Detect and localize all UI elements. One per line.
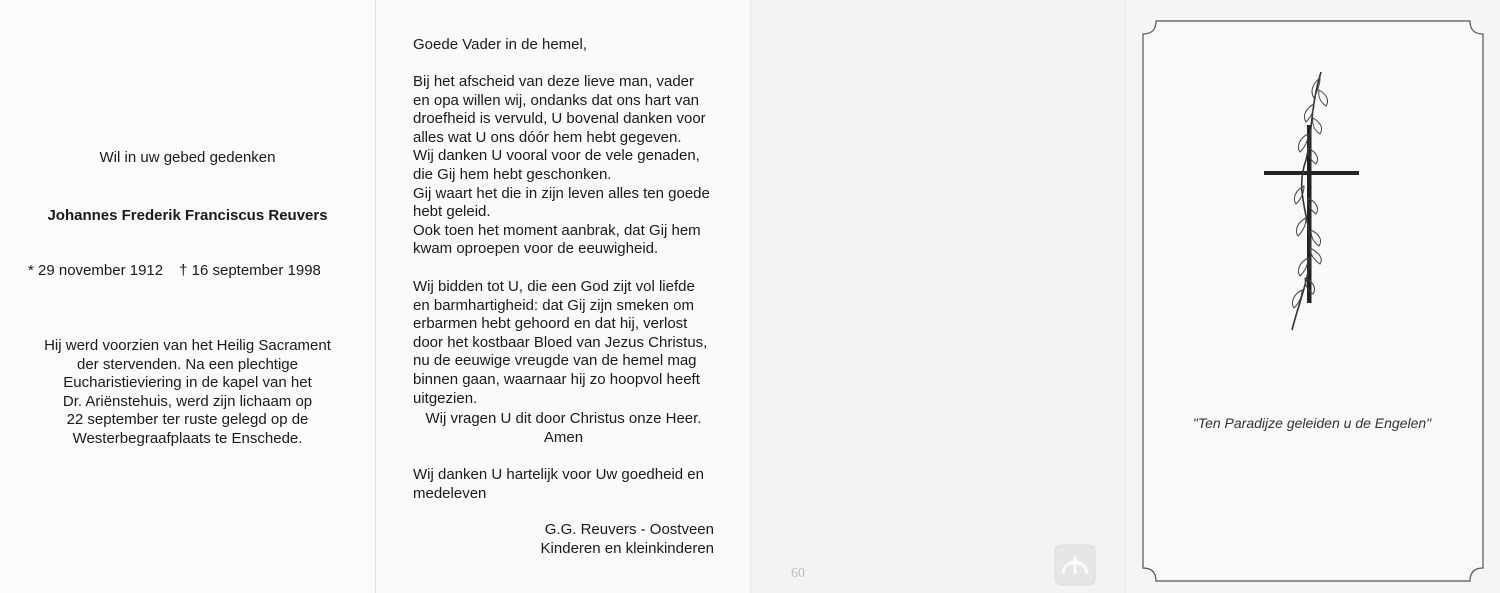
signature-block (541, 521, 714, 558)
intro-line: Wil in uw gebed gedenken (99, 149, 276, 166)
notice-line: der stervenden. Na een plechtige (77, 355, 298, 373)
deceased-name: Johannes Frederik Franciscus Reuvers (47, 207, 328, 224)
prayer-line: Bij het afscheid van deze lieve man, vader (413, 73, 694, 90)
prayer-paragraph-2 (413, 278, 716, 408)
notice-line: 22 september ter ruste gelegd op de (66, 411, 309, 428)
prayer-line: door het kostbaar Bloed van Jezus Christus, (413, 333, 708, 351)
prayer-line: die Gij hem hebt geschonken. (413, 165, 612, 183)
prayer-line: droefheid is vervuld, U bovenal danken voor (413, 110, 706, 128)
notice-line: Westerbegraafplaats te Enschede. (72, 429, 303, 447)
prayer-line: uitgezien. (413, 389, 478, 407)
prayer-line: hebt geleid. (413, 203, 491, 221)
prayer-line: binnen gaan, waarnaar hij zo hoopvol heeft (413, 370, 700, 388)
printer-logo-icon (1054, 544, 1096, 586)
notice-line: Dr. Ariënstehuis, werd zijn lichaam op (62, 392, 313, 410)
prayer-greeting: Goede Vader in de hemel, (413, 36, 588, 53)
prayer-line: Gij waart het die in zijn leven alles ten goede (413, 184, 710, 202)
thanks-line: Wij danken U hartelijk voor Uw goedheid en (413, 466, 704, 483)
birth-date: * 29 november 1912 (28, 262, 164, 279)
amen-line: Amen (543, 428, 584, 446)
prayer-closing (376, 410, 751, 447)
prayer-panel (375, 0, 750, 593)
prayer-line: erbarmen hebt gehoord en dat hij, verlost (413, 315, 688, 333)
prayer-paragraph-1 (413, 73, 716, 259)
notice-line: Eucharistieviering in de kapel van het (63, 374, 312, 391)
cross-with-palm-branch-icon (1256, 68, 1366, 333)
prayer-line: alles wat U ons dóór hem hebt gegeven. (413, 128, 682, 146)
page-number: 60 (791, 566, 805, 581)
life-dates (28, 262, 348, 281)
announcement-panel (0, 0, 375, 593)
thanks-note (413, 466, 718, 503)
funeral-notice (0, 337, 375, 448)
closing-line: Wij vragen U dit door Christus onze Heer. (425, 410, 702, 427)
back-panel (750, 0, 1125, 593)
signature-line: G.G. Reuvers - Oostveen (544, 521, 714, 538)
prayer-line: Wij bidden tot U, die een God zijt vol liefde (413, 278, 695, 295)
prayer-line: Ook toen het moment aanbrak, dat Gij hem (413, 221, 701, 239)
prayer-line: en opa willen wij, ondanks dat ons hart van (413, 91, 700, 109)
notice-line: Hij werd voorzien van het Heilig Sacrament (44, 337, 331, 354)
thanks-line: medeleven (413, 484, 487, 502)
signature-line: Kinderen en kleinkinderen (540, 539, 714, 557)
prayer-line: nu de eeuwige vreugde van de hemel mag (413, 352, 697, 370)
death-date: † 16 september 1998 (179, 262, 321, 279)
prayer-line: Wij danken U vooral voor de vele genaden, (413, 147, 700, 165)
cover-panel (1125, 0, 1500, 593)
cover-motto: "Ten Paradijze geleiden u de Engelen" (1192, 415, 1432, 431)
prayer-line: en barmhartigheid: dat Gij zijn smeken om (413, 296, 694, 314)
prayer-line: kwam oproepen voor de eeuwigheid. (413, 240, 659, 258)
